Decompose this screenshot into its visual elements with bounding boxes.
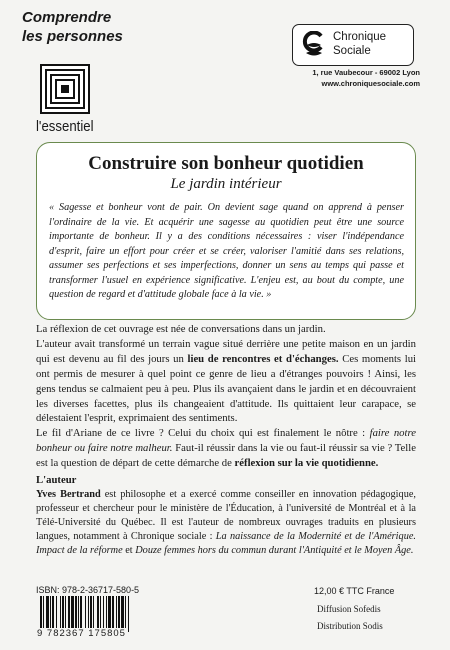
paragraph-3-italic: faire notre bonheur ou faire notre malheur.: [36, 427, 416, 455]
series-line-1: Comprendre: [22, 9, 112, 26]
back-cover-text: [36, 322, 416, 558]
author-bio: [36, 488, 416, 558]
distribution: Distribution Sodis: [317, 621, 383, 631]
publisher-website: www.chroniquesociale.com: [321, 79, 420, 88]
paragraph-1: La réflexion de cet ouvrage est née de conversations dans un jardin.: [36, 323, 326, 335]
paragraph-3: [36, 426, 416, 471]
author-bio-b: et: [122, 544, 136, 556]
book-subtitle: Le jardin intérieur: [170, 176, 282, 192]
paragraph-3-bold: réflexion sur la vie quotidienne.: [234, 457, 379, 470]
author-name: Yves Bertrand: [36, 488, 101, 500]
series-name: [22, 8, 123, 46]
author-book-2: Douze femmes hors du commun durant l'Antiquité et le Moyen Âge.: [135, 544, 414, 556]
paragraph-2-bold: lieu de rencontres et d'échanges.: [187, 352, 339, 365]
publisher-name-line-2: Sociale: [333, 45, 371, 57]
author-book-1: La naissance de la Modernité et de l'Amérique. Impact de la réforme: [36, 530, 416, 556]
isbn-label: ISBN: 978-2-36717-580-5: [36, 585, 140, 595]
series-line-2: les personnes: [22, 28, 123, 45]
paragraph-2-text-b: Ces moments lui ont permis de mesurer à quel point ce genre de lieu a d'étranges pouvoirs ! Ainsi, les gens tendus se calmaient peu à peu. Plus ils avançaient dans le jardin et en découvraient les diverses facettes, plus ils changeaient d'attitude. Ils quittaient leur carapace, se délestaient l'esprit, exprimaient des sentiments.: [36, 352, 417, 425]
diffusion: Diffusion Sofedis: [317, 604, 381, 614]
publisher-address: 1, rue Vaubecour - 69002 Lyon: [312, 68, 420, 77]
isbn-digits: 9 782367 175805: [37, 628, 126, 639]
paragraph-2: [36, 337, 416, 426]
publisher-logo: [292, 24, 414, 66]
summary-panel: [36, 142, 416, 320]
paragraph-2-text-a: L'auteur avait transformé un terrain vague situé derrière une petite maison en un jardin qui est devenu au fil des jours un: [36, 337, 416, 365]
author-bio-a: est philosophe et a exercé comme conseiller en innovation pédagogique, professeur et chercheur pour le ministère de l'Éducation, à l'université de Montréal et à la Télé-Université du Québec. Il est l'auteur de nombreux ouvrages traduits en plusieurs langues, notamment à Chronique sociale :: [36, 488, 416, 542]
price: 12,00 € TTC France: [314, 586, 395, 596]
author-heading: L'auteur: [36, 474, 77, 487]
paragraph-3-text-b: Faut-il réussir dans la vie ou faut-il réussir sa vie ? Telle est la question de départ de cette démarche de: [36, 442, 416, 470]
paragraph-3-text-a: Le fil d'Ariane de ce livre ? Celui du choix qui est finalement le nôtre :: [36, 427, 370, 440]
concentric-squares-icon: [40, 64, 90, 114]
collection-name: l'essentiel: [36, 118, 94, 135]
book-title: Construire son bonheur quotidien: [88, 153, 364, 174]
publisher-name-line-1: Chronique: [333, 31, 387, 43]
book-quote: « Sagesse et bonheur vont de pair. On devient sage quand on apprend à penser l'ordinaire de la vie. Et acquérir une sagesse au quotidien peut être une source importante de bonheur. Il y a des conditions nécessaires : viser l'indépendance d'esprit, faire un effort pour créer et se créer, valoriser l'amitié dans ses relations, assumer ses perfections et ses imperfections, donner un sens au temps qui passe et transformer l'usuel en expérience significative. L'enjeu est, au bout du compte, une question de regard et d'attitude globale face à la vie. »: [49, 202, 404, 300]
chronique-sociale-icon: [301, 31, 327, 59]
